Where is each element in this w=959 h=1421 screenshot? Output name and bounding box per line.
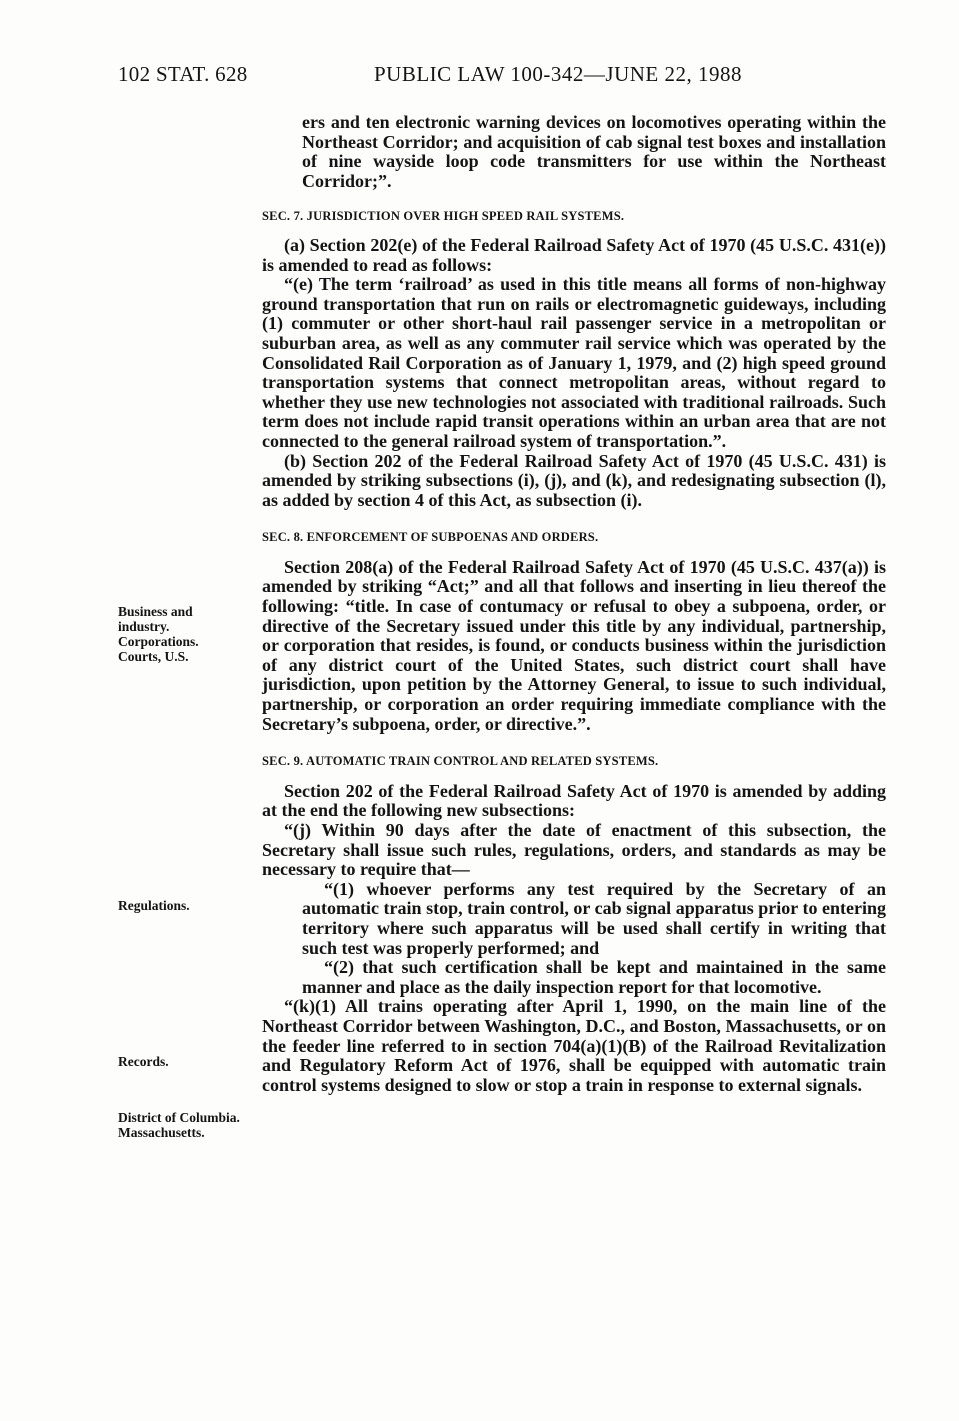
- margin-note-line: Records.: [118, 1054, 169, 1069]
- section-8-heading: SEC. 8. ENFORCEMENT OF SUBPOENAS AND ORDERS.: [262, 530, 599, 545]
- running-header: [118, 62, 888, 92]
- section-9-subsection-k1: “(k)(1) All trains operating after April 1, 1990, on the main line of the Northeast Corridor between Washington, D.C., and Boston, Massachusetts, or on the feeder line referred to in section 704(a)(1)(B) of the Railroad Revitalization and Regulatory Reform Act of 1976, shall be equipped with automatic train control systems designed to slow or stop a train in response to external signals.: [262, 996, 886, 1095]
- section-7-definition-e: “(e) The term ‘railroad’ as used in this title means all forms of non-highway ground transportation that run on rails or electromagnetic guideways, including (1) commuter or other short-haul rail passenger service in a metropolitan or suburban area, as well as any commuter rail service which was operated by the Consolidated Rail Corporation as of January 1, 1979, and (2) high speed ground transportation systems that connect metropolitan areas, without regard to whether they use new technologies not associated with traditional railroads. Such term does not include rapid transit operations within an urban area that are not connected to the general railroad system of transportation.”.: [262, 274, 886, 451]
- section-8-text: Section 208(a) of the Federal Railroad Safety Act of 1970 (45 U.S.C. 437(a)) is amended by striking “Act;” and all that follows and inserting in lieu thereof the following: “title. In case of contumacy or refusal to obey a subpoena, order, or directive of the Secretary issued under this title by any individual, partnership, or corporation that resides, is found, or conducts business within the jurisdiction of any district court of the United States, such district court shall have jurisdiction, upon petition by the Attorney General, to issue to such individual, partnership, or corporation an order requiring immediate compliance with the Secretary’s subpoena, order, or directive.”.: [262, 556, 886, 734]
- section-9-subsection-j: “(j) Within 90 days after the date of enactment of this subsection, the Secretary shall issue such rules, regulations, orders, and standards as may be necessary to require that—: [262, 820, 886, 880]
- margin-note-regulations: [118, 898, 243, 913]
- stat-page-number: 102 STAT. 628: [118, 62, 248, 86]
- section-7-subsection-b: (b) Section 202 of the Federal Railroad Safety Act of 1970 (45 U.S.C. 431) is amended by striking subsections (i), (j), and (k), and redesignating subsection (l), as added by section 4 of this Act, as subsection (i).: [262, 450, 886, 510]
- section-9-paragraph-1: “(1) whoever performs any test required by the Secretary of an automatic train stop, train control, or cab signal apparatus prior to entering territory where such apparatus will be used shall certify in writing that such test was properly performed; and: [302, 878, 886, 958]
- margin-note-district: [118, 1110, 243, 1140]
- margin-note-line: Business and industry.: [118, 604, 193, 634]
- section-9-intro: Section 202 of the Federal Railroad Safety Act of 1970 is amended by adding at the end the following new subsections:: [262, 780, 886, 821]
- margin-note-records: [118, 1054, 243, 1069]
- margin-note-line: Corporations.: [118, 634, 199, 649]
- section-7-heading: SEC. 7. JURISDICTION OVER HIGH SPEED RAIL SYSTEMS.: [262, 209, 625, 224]
- margin-note-line: Massachusetts.: [118, 1125, 205, 1140]
- section-7-subsection-a: (a) Section 202(e) of the Federal Railroad Safety Act of 1970 (45 U.S.C. 431(e)) is amended to read as follows:: [262, 234, 886, 275]
- margin-note-business: [118, 604, 243, 664]
- continued-paragraph: ers and ten electronic warning devices on locomotives operating within the Northeast Corridor; and acquisition of cab signal test boxes and installation of nine wayside loop code transmitters for use within the Northeast Corridor;”.: [302, 112, 886, 191]
- public-law-title: PUBLIC LAW 100-342—JUNE 22, 1988: [374, 62, 743, 86]
- section-9-paragraph-2: “(2) that such certification shall be kept and maintained in the same manner and place as the daily inspection report for that locomotive.: [302, 957, 886, 997]
- body-text-column: [262, 113, 886, 1095]
- margin-note-line: District of Columbia.: [118, 1110, 240, 1125]
- margin-note-line: Courts, U.S.: [118, 649, 189, 664]
- margin-note-line: Regulations.: [118, 898, 190, 913]
- section-9-heading: SEC. 9. AUTOMATIC TRAIN CONTROL AND RELATED SYSTEMS.: [262, 754, 659, 769]
